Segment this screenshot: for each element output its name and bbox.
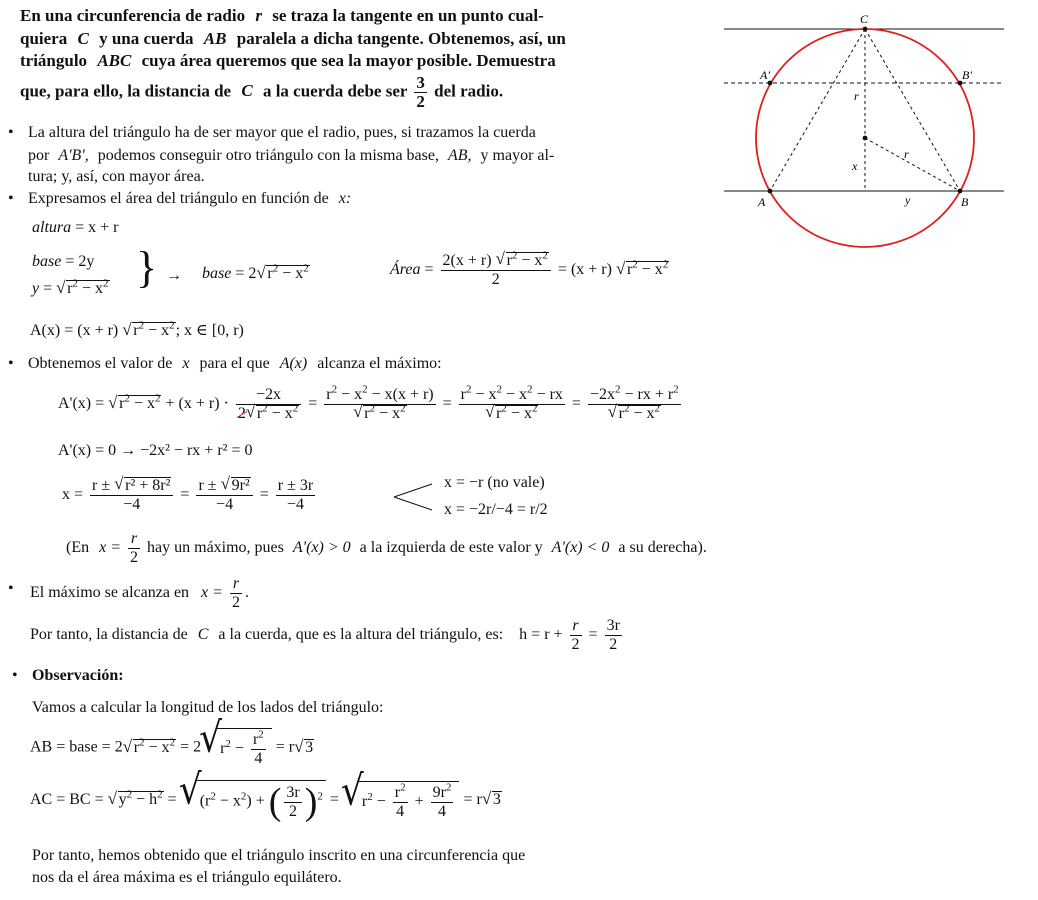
bullet-dot: • (12, 667, 18, 684)
label-x: x (852, 159, 858, 173)
bullet2-text: Expresamos el área del triángulo en función de x: (28, 190, 352, 207)
point-a (768, 189, 773, 194)
bullet-dot: • (8, 124, 14, 141)
label-b1: B' (962, 68, 972, 82)
circle-figure (720, 8, 1020, 253)
maximum-note: (En x = $\frac{r}{2}$ hay un máximo, pues A'(x) > 0 a la izquierda de este valor y A'(x) < 0 a su derecha). (66, 530, 707, 566)
solution-1: x = −r (no vale) (444, 474, 545, 491)
solution-2: x = −2r/−4 = r/2 (444, 501, 548, 518)
label-a: A (758, 195, 766, 209)
bullet1-line-3: tura; y, así, con mayor área. (28, 168, 205, 185)
ac-eq: AC = BC = √ $y^2 - h^2$ = √ $(r^2 - x^2)$ + ( $\frac{3r}{2}$ )$^2$ = √ $r^2$ − $\frac{r^2}{4}$ + $\frac{9r^2}{4}$ = r√ 3 (30, 780, 502, 821)
radius-line (865, 138, 960, 191)
altura-eq: altura = x + r (32, 219, 119, 236)
base-result: base = 2√ $r^2 - x^2$ (202, 265, 310, 283)
bullet-dot: • (8, 580, 14, 597)
label-c: C (860, 12, 869, 26)
ax-eq: A(x) = (x + r) √ $r^2 - x^2$; x ∈ [0, r) (30, 320, 244, 340)
segment-cb (865, 29, 960, 191)
bullet-dot: • (8, 355, 14, 372)
problem-line-4: que, para ello, la distancia de C a la cuerda debe ser $\frac{3}{2}$ del radio. (20, 73, 504, 111)
label-r-diagonal: r (904, 147, 909, 161)
bullet4-line-2: Por tanto, la distancia de C a la cuerda, que es la altura del triángulo, es: h = r + $\frac{r}{2}$ = $\frac{3r}{2}$ (30, 617, 620, 653)
bullet3-text: Obtenemos el valor de x para el que A(x) alcanza el máximo: (28, 355, 442, 372)
base-eq: base = 2y (32, 253, 95, 270)
bullet1-line-2: por A'B', podemos conseguir otro triángulo con la misma base, AB, y mayor al- (28, 147, 555, 164)
x-solution-eq: x = $\frac{\text{r ± √ r² + 8r²}}{-4}$ = $\frac{\text{r ± √ 9r²}}{-4}$ = $\frac{r \pm 3r}{-4}$ (62, 477, 318, 514)
point-c (863, 27, 868, 32)
brace: } (136, 243, 158, 292)
label-a1: A' (760, 68, 770, 82)
problem-line-1: En una circunferencia de radio r se traza la tangente en un punto cual- (20, 6, 544, 25)
point-b (958, 189, 963, 194)
ab-eq: AB = base = 2√ $r^2 - x^2 = 2√$ $r^2$ − $\frac{r^2}{4}$ = r√ 3 (30, 728, 314, 768)
label-b: B (961, 195, 969, 209)
observacion-title: Observación: (32, 667, 124, 684)
conclusion-line-2: nos da el área máxima es el triángulo equilátero. (32, 869, 342, 886)
problem-line-3: triángulo ABC cuya área queremos que sea la mayor posible. Demuestra (20, 51, 556, 70)
zero-eq: A'(x) = 0 → −2x² − rx + r² = 0 (58, 442, 253, 459)
problem-line-2: quiera C y una cuerda AB paralela a dicha tangente. Obtenemos, así, un (20, 29, 566, 48)
label-y: y (905, 193, 911, 207)
bullet4-text: El máximo se alcanza en x = $\frac{r}{2}$ . (30, 575, 249, 611)
y-eq: y = √ $r^2 - x^2$ (32, 280, 110, 298)
segment-ca (770, 29, 865, 191)
solution-fork (392, 480, 434, 514)
area-eq: Área = $\frac{2(x + r) √ r^2 - x^2}{2}$ = (x + r) √ $r^2 - x^2$ (390, 252, 669, 289)
point-center (863, 136, 868, 141)
arrow: → (166, 267, 182, 284)
label-r-vertical: r (854, 89, 859, 103)
observacion-intro: Vamos a calcular la longitud de los lados del triángulo: (32, 699, 384, 716)
bullet-dot: • (8, 190, 14, 207)
derivative-eq: A'(x) = √ $r^2 - x^2 + (x + r)$ · $\frac{-2x}{2√ r^2 - x^2}$ = $r^2 - x^2 - x(x + r)$ √ $r^2 - x^2$ = $r^2 - x^2 - x^2$ − rx √ $r^2 - x^2$ = $-2x^2$ − rx + $r^2$ √ $r^2 - x^2$ (58, 386, 684, 423)
bullet1-line-1: La altura del triángulo ha de ser mayor que el radio, pues, si trazamos la cuerda (28, 124, 536, 141)
conclusion-line-1: Por tanto, hemos obtenido que el triángulo inscrito en una circunferencia que (32, 847, 526, 864)
